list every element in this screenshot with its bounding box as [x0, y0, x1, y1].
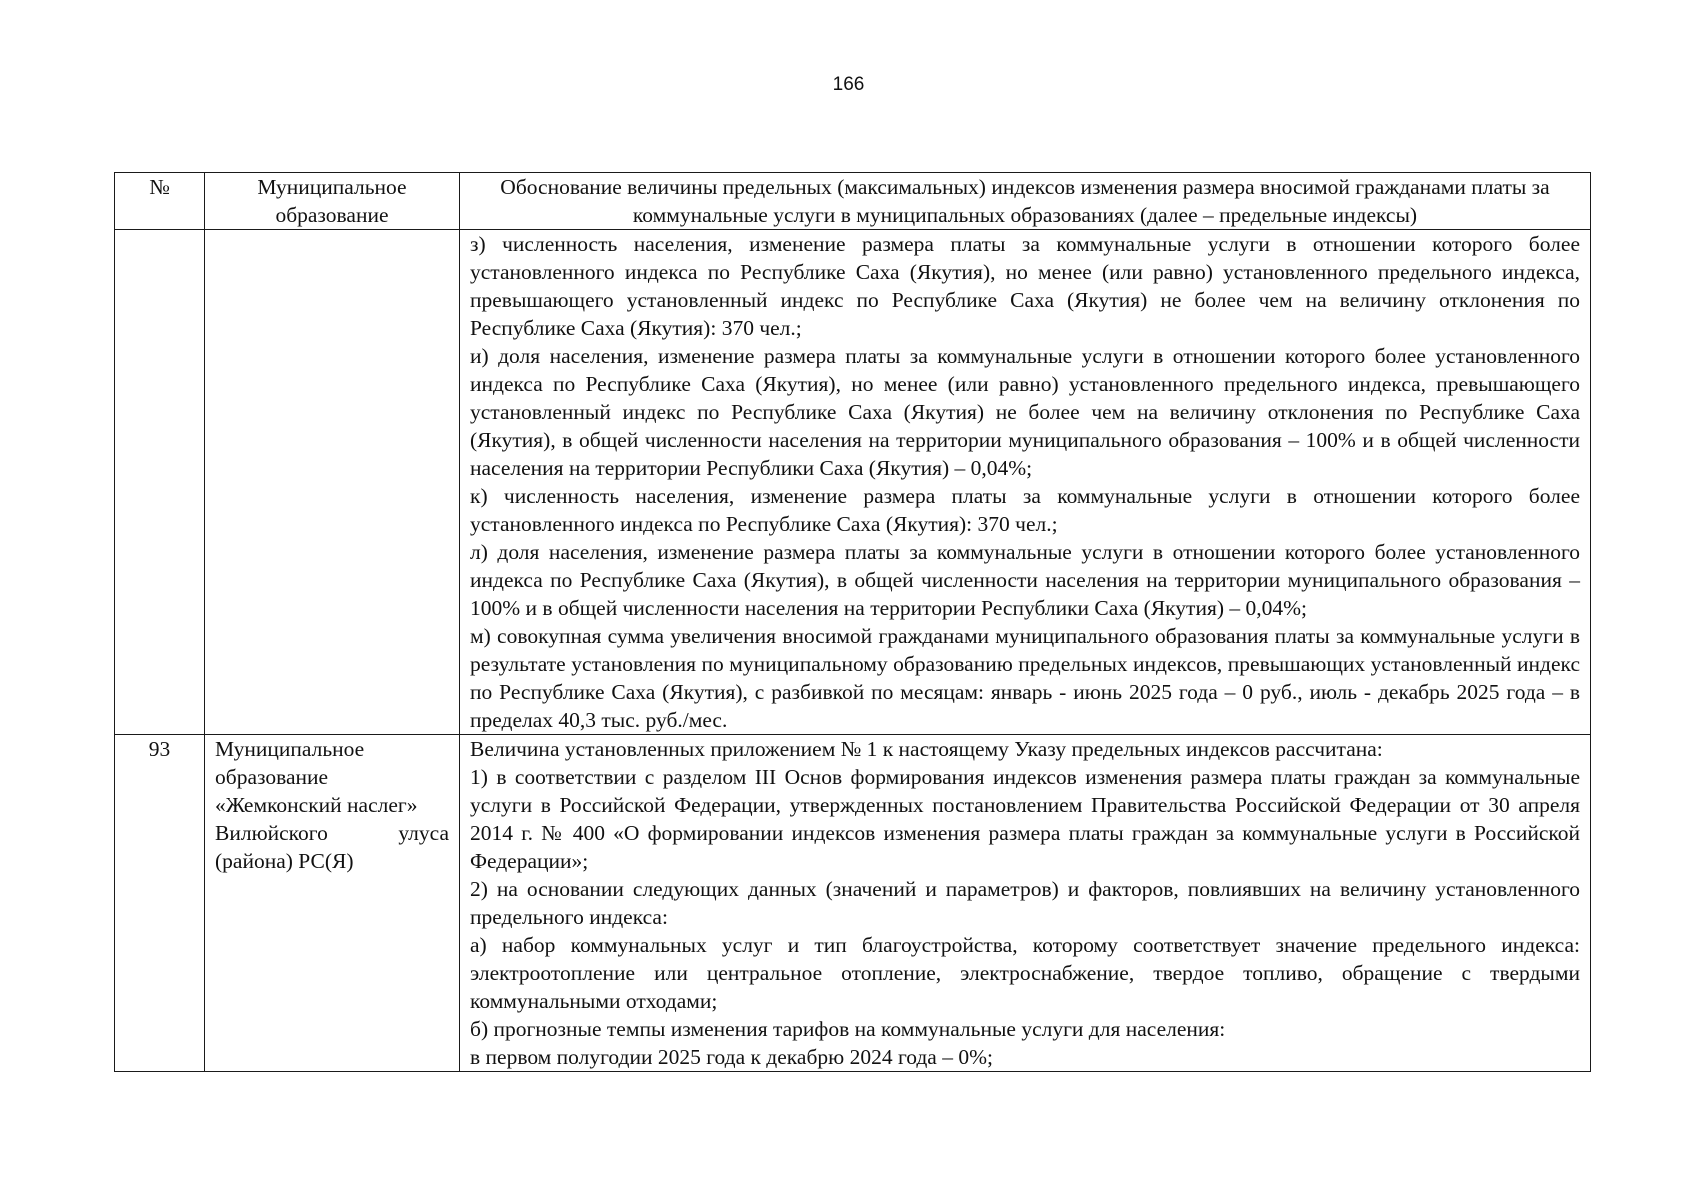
municipality-line	[215, 819, 449, 847]
row-justification	[460, 230, 1591, 735]
row-municipality	[205, 230, 460, 735]
paragraph: 2) на основании следующих данных (значений и параметров) и факторов, повлиявших на величину установленного предельного индекса:	[470, 877, 1580, 929]
header-num: №	[115, 173, 205, 230]
paragraph: б) прогнозные темпы изменения тарифов на коммунальные услуги для населения:	[470, 1017, 1226, 1041]
paragraph: л) доля населения, изменение размера платы за коммунальные услуги в отношении которого более установленного индекса по Республике Саха (Якутия), в общей численности населения на территории муниципального образования – 100% и в общей численности населения на территории Республики Саха (Якутия) – 0,04%;	[470, 540, 1580, 620]
paragraph: к) численность населения, изменение размера платы за коммунальные услуги в отношении которого более установленного индекса по Республике Саха (Якутия): 370 чел.;	[470, 484, 1580, 536]
row-municipality	[205, 735, 460, 1072]
municipality-line: «Жемконский наслег»	[215, 793, 418, 817]
table-row	[115, 230, 1591, 735]
paragraph: 1) в соответствии с разделом III Основ формирования индексов изменения размера платы граждан за коммунальные услуги в Российской Федерации, утвержденных постановлением Правительства Российской Федерации от 30 апреля 2014 г. № 400 «О формировании индексов изменения размера платы граждан за коммунальные услуги в Российской Федерации»;	[470, 765, 1580, 873]
municipality-word: улуса	[398, 821, 449, 845]
paragraph: а) набор коммунальных услуг и тип благоустройства, которому соответствует значение предельного индекса: электроотопление или центральное отопление, электроснабжение, твердое топливо, обращение с твердыми коммунальными отходами;	[470, 933, 1580, 1013]
municipality-word: Вилюйского	[215, 821, 328, 845]
paragraph: в первом полугодии 2025 года к декабрю 2024 года – 0%;	[470, 1045, 993, 1069]
paragraph: з) численность населения, изменение размера платы за коммунальные услуги в отношении которого более установленного индекса по Республике Саха (Якутия), но менее (или равно) установленного предельного индекса, превышающего установленный индекс по Республике Саха (Якутия) не более чем на величину отклонения по Республике Саха (Якутия): 370 чел.;	[470, 232, 1580, 340]
header-justification: Обоснование величины предельных (максимальных) индексов изменения размера вносимой гражданами платы за коммунальные услуги в муниципальных образованиях (далее – предельные индексы)	[460, 173, 1591, 230]
paragraph: и) доля населения, изменение размера платы за коммунальные услуги в отношении которого более установленного индекса по Республике Саха (Якутия), но менее (или равно) установленного предельного индекса, превышающего установленный индекс по Республике Саха (Якутия) не более чем на величину отклонения по Республике Саха (Якутия), в общей численности населения на территории муниципального образования – 100% и в общей численности населения на территории Республики Саха (Якутия) – 0,04%;	[470, 344, 1580, 480]
municipality-line: образование	[215, 765, 329, 789]
paragraph: Величина установленных приложением № 1 к настоящему Указу предельных индексов рассчитана:	[470, 737, 1383, 761]
table-row	[115, 735, 1591, 1072]
header-municipality: Муниципальное образование	[205, 173, 460, 230]
table-header-row	[115, 173, 1591, 230]
index-justification-table	[114, 172, 1591, 1072]
row-justification	[460, 735, 1591, 1072]
row-num	[115, 230, 205, 735]
page-number: 166	[832, 74, 865, 95]
row-num: 93	[115, 735, 205, 1072]
municipality-line: Муниципальное	[215, 737, 365, 761]
municipality-line: (района) РС(Я)	[215, 849, 354, 873]
paragraph: м) совокупная сумма увеличения вносимой гражданами муниципального образования платы за коммунальные услуги в результате установления по муниципальному образованию предельных индексов, превышающих установленный индекс по Республике Саха (Якутия), с разбивкой по месяцам: январь - июнь 2025 года – 0 руб., июль - декабрь 2025 года – в пределах 40,3 тыс. руб./мес.	[470, 624, 1580, 732]
